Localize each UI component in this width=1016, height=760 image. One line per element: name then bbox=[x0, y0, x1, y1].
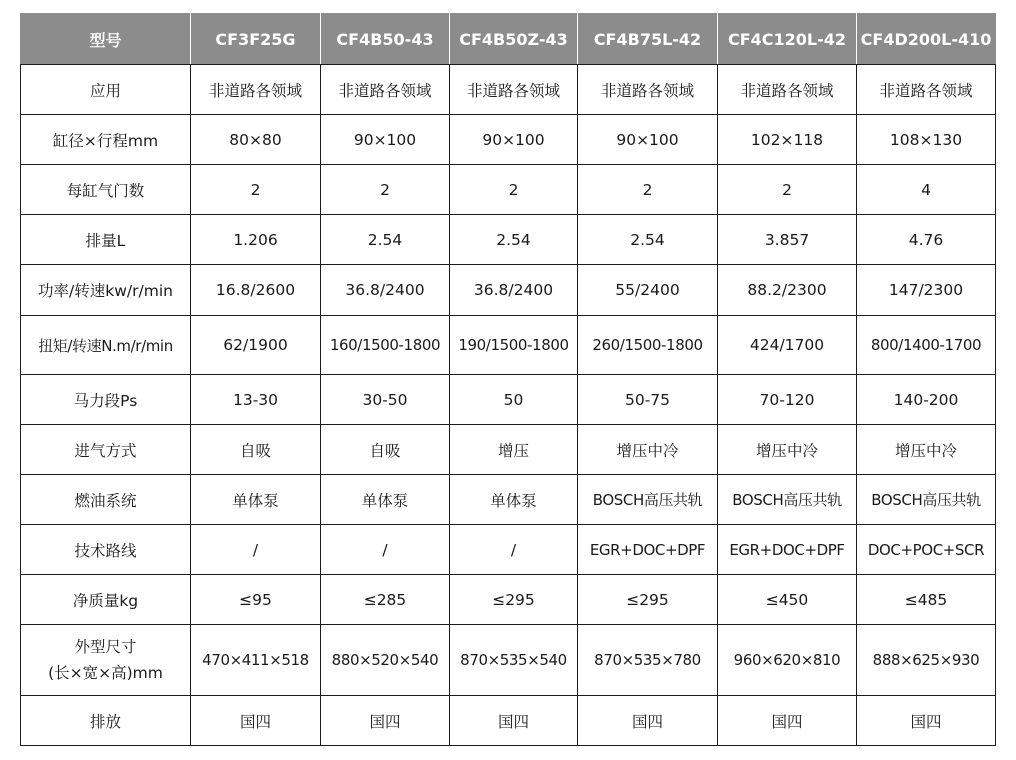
table-cell: 非道路各领域 bbox=[857, 65, 996, 115]
table-cell: 非道路各领域 bbox=[191, 65, 321, 115]
row-label-cell: 燃油系统 bbox=[21, 475, 191, 525]
table-cell: 国四 bbox=[578, 696, 718, 746]
table-cell: ≤450 bbox=[718, 575, 857, 625]
table-cell: 424/1700 bbox=[718, 316, 857, 375]
table-cell: 2 bbox=[718, 165, 857, 215]
table-cell: 国四 bbox=[857, 696, 996, 746]
row-label-cell: 进气方式 bbox=[21, 425, 191, 475]
model-header-cell: CF4C120L-42 bbox=[718, 14, 857, 65]
table-cell: BOSCH高压共轨 bbox=[578, 475, 718, 525]
table-cell: 140-200 bbox=[857, 375, 996, 425]
model-header-cell: CF4B50-43 bbox=[321, 14, 450, 65]
table-cell: 增压中冷 bbox=[857, 425, 996, 475]
table-cell: 非道路各领域 bbox=[578, 65, 718, 115]
row-label-line-1: 外型尺寸 bbox=[74, 638, 137, 656]
table-cell: ≤485 bbox=[857, 575, 996, 625]
table-row bbox=[21, 65, 996, 115]
table-cell: 190/1500-1800 bbox=[450, 316, 578, 375]
table-row bbox=[21, 575, 996, 625]
table-row bbox=[21, 375, 996, 425]
table-cell: 4.76 bbox=[857, 215, 996, 265]
table-cell: ≤295 bbox=[578, 575, 718, 625]
header-row bbox=[21, 14, 996, 65]
table-cell: 国四 bbox=[191, 696, 321, 746]
row-label-cell: 技术路线 bbox=[21, 525, 191, 575]
table-cell: 50 bbox=[450, 375, 578, 425]
table-cell: 108×130 bbox=[857, 115, 996, 165]
model-header-cell: CF3F25G bbox=[191, 14, 321, 65]
table-cell: 国四 bbox=[718, 696, 857, 746]
table-cell: EGR+DOC+DPF bbox=[578, 525, 718, 575]
row-label-cell: 马力段Ps bbox=[21, 375, 191, 425]
row-label-cell: 功率/转速kw/r/min bbox=[21, 265, 191, 316]
table-cell: 102×118 bbox=[718, 115, 857, 165]
table-row bbox=[21, 625, 996, 696]
table-cell: 2.54 bbox=[578, 215, 718, 265]
row-label-cell bbox=[21, 625, 191, 696]
table-cell: 50-75 bbox=[578, 375, 718, 425]
row-label-cell: 缸径×行程mm bbox=[21, 115, 191, 165]
table-cell: 2 bbox=[321, 165, 450, 215]
table-row bbox=[21, 165, 996, 215]
table-cell: 30-50 bbox=[321, 375, 450, 425]
table-cell: 62/1900 bbox=[191, 316, 321, 375]
table-cell: 非道路各领域 bbox=[321, 65, 450, 115]
table-cell: 单体泵 bbox=[191, 475, 321, 525]
table-cell: ≤95 bbox=[191, 575, 321, 625]
header-label-cell: 型号 bbox=[21, 14, 191, 65]
table-cell: / bbox=[191, 525, 321, 575]
table-cell: 36.8/2400 bbox=[450, 265, 578, 316]
table-cell: 非道路各领域 bbox=[718, 65, 857, 115]
table-cell: 160/1500-1800 bbox=[321, 316, 450, 375]
table-row bbox=[21, 115, 996, 165]
table-cell: 470×411×518 bbox=[191, 625, 321, 696]
table-cell: / bbox=[321, 525, 450, 575]
table-cell: 13-30 bbox=[191, 375, 321, 425]
table-cell: 国四 bbox=[321, 696, 450, 746]
table-cell: 增压中冷 bbox=[718, 425, 857, 475]
table-row bbox=[21, 265, 996, 316]
table-cell: ≤295 bbox=[450, 575, 578, 625]
table-cell: 36.8/2400 bbox=[321, 265, 450, 316]
row-label-cell: 扭矩/转速N.m/r/min bbox=[21, 316, 191, 375]
table-row bbox=[21, 425, 996, 475]
table-cell: 870×535×780 bbox=[578, 625, 718, 696]
table-cell: 2 bbox=[578, 165, 718, 215]
table-cell: 4 bbox=[857, 165, 996, 215]
table-cell: 单体泵 bbox=[450, 475, 578, 525]
table-row bbox=[21, 696, 996, 746]
table-cell: 3.857 bbox=[718, 215, 857, 265]
table-cell: 2.54 bbox=[321, 215, 450, 265]
table-cell: 88.2/2300 bbox=[718, 265, 857, 316]
table-cell: 16.8/2600 bbox=[191, 265, 321, 316]
table-cell: 增压中冷 bbox=[578, 425, 718, 475]
table-cell: 国四 bbox=[450, 696, 578, 746]
table-cell: 80×80 bbox=[191, 115, 321, 165]
table-cell: 870×535×540 bbox=[450, 625, 578, 696]
row-label-cell: 每缸气门数 bbox=[21, 165, 191, 215]
table-cell: 增压 bbox=[450, 425, 578, 475]
table-cell: EGR+DOC+DPF bbox=[718, 525, 857, 575]
table-cell: ≤285 bbox=[321, 575, 450, 625]
table-cell: 147/2300 bbox=[857, 265, 996, 316]
table-cell: 2 bbox=[450, 165, 578, 215]
table-cell: 70-120 bbox=[718, 375, 857, 425]
table-cell: 自吸 bbox=[191, 425, 321, 475]
table-cell: 2 bbox=[191, 165, 321, 215]
table-cell: BOSCH高压共轨 bbox=[857, 475, 996, 525]
table-cell: 880×520×540 bbox=[321, 625, 450, 696]
table-row bbox=[21, 475, 996, 525]
table-cell: 800/1400-1700 bbox=[857, 316, 996, 375]
table-cell: 90×100 bbox=[578, 115, 718, 165]
table-row bbox=[21, 525, 996, 575]
row-label-cell: 排量L bbox=[21, 215, 191, 265]
row-label-cell: 应用 bbox=[21, 65, 191, 115]
table-cell: 90×100 bbox=[450, 115, 578, 165]
table-cell: 888×625×930 bbox=[857, 625, 996, 696]
table-cell: 90×100 bbox=[321, 115, 450, 165]
table-cell: / bbox=[450, 525, 578, 575]
model-header-cell: CF4B50Z-43 bbox=[450, 14, 578, 65]
table-row bbox=[21, 316, 996, 375]
table-cell: DOC+POC+SCR bbox=[857, 525, 996, 575]
model-header-cell: CF4D200L-410 bbox=[857, 14, 996, 65]
table-cell: 单体泵 bbox=[321, 475, 450, 525]
table-cell: BOSCH高压共轨 bbox=[718, 475, 857, 525]
row-label-cell: 净质量kg bbox=[21, 575, 191, 625]
table-cell: 自吸 bbox=[321, 425, 450, 475]
table-row bbox=[21, 215, 996, 265]
table-cell: 2.54 bbox=[450, 215, 578, 265]
row-label-cell: 排放 bbox=[21, 696, 191, 746]
engine-spec-table bbox=[20, 13, 996, 746]
table-cell: 260/1500-1800 bbox=[578, 316, 718, 375]
table-cell: 960×620×810 bbox=[718, 625, 857, 696]
table-cell: 1.206 bbox=[191, 215, 321, 265]
model-header-cell: CF4B75L-42 bbox=[578, 14, 718, 65]
table-cell: 非道路各领域 bbox=[450, 65, 578, 115]
row-label-line-2: (长×宽×高)mm bbox=[48, 664, 163, 682]
table-cell: 55/2400 bbox=[578, 265, 718, 316]
